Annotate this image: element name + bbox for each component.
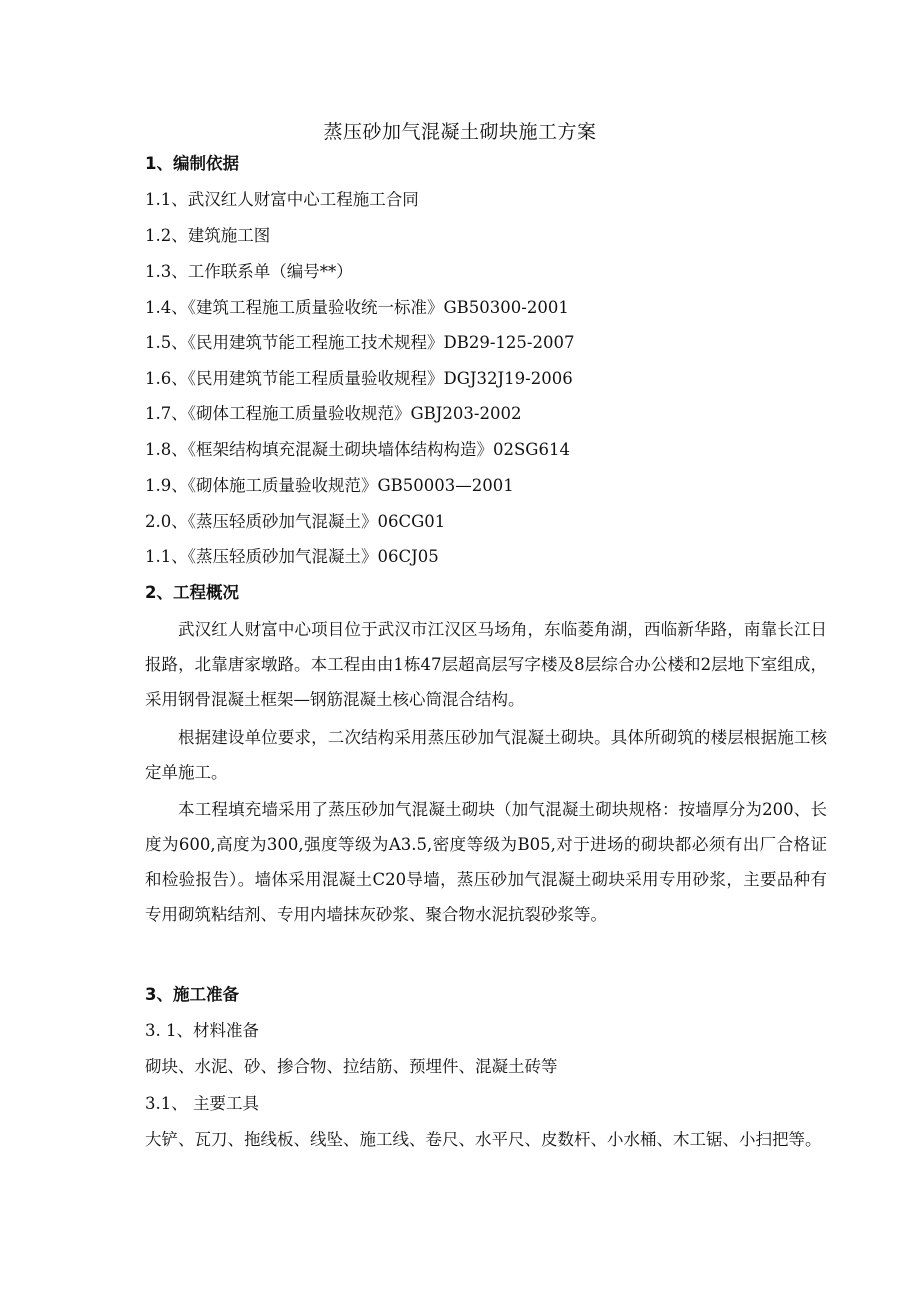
- basis-item: 1.2、建筑施工图: [145, 226, 271, 245]
- overview-paragraph: 武汉红人财富中心项目位于武汉市江汉区马场角，东临菱角湖，西临新华路，南靠长江日报路，北靠唐家墩路。本工程由由1栋47层超高层写字楼及8层综合办公楼和2层地下室组成，采用钢骨混凝土框架—钢筋混凝土核心筒混合结构。: [145, 620, 827, 709]
- overview-paragraph: 本工程填充墙采用了蒸压砂加气混凝土砌块（加气混凝土砌块规格：按墙厚分为200、长度为600,高度为300,强度等级为A3.5,密度等级为B05,对于进场的砌块都必须有出厂合格证和检验报告）。墙体采用混凝土C20导墙，蒸压砂加气混凝土砌块采用专用砂浆，主要品种有专用砌筑粘结剂、专用内墙抹灰砂浆、聚合物水泥抗裂砂浆等。: [145, 800, 827, 924]
- section-2-heading: 2、工程概况: [145, 583, 239, 602]
- materials-heading: 3. 1、材料准备: [145, 1021, 259, 1040]
- basis-item: 1.8、《框架结构填充混凝土砌块墙体结构构造》02SG614: [145, 440, 570, 459]
- section-3-heading: 3、施工准备: [145, 985, 239, 1004]
- basis-item: 1.1、武汉红人财富中心工程施工合同: [145, 190, 419, 209]
- section-1-heading: 1、编制依据: [145, 154, 239, 173]
- tools-heading: 3.1、 主要工具: [145, 1094, 259, 1113]
- materials-text: 砌块、水泥、砂、掺合物、拉结筋、预埋件、混凝土砖等: [145, 1057, 558, 1076]
- basis-item: 2.0、《蒸压轻质砂加气混凝土》06CG01: [145, 512, 446, 531]
- basis-item: 1.6、《民用建筑节能工程质量验收规程》DGJ32J19-2006: [145, 369, 573, 388]
- basis-item: 1.3、工作联系单（编号**）: [145, 262, 353, 281]
- basis-item: 1.4、《建筑工程施工质量验收统一标准》GB50300-2001: [145, 298, 569, 317]
- basis-item: 1.5、《民用建筑节能工程施工技术规程》DB29-125-2007: [145, 333, 575, 352]
- basis-item: 1.7、《砌体工程施工质量验收规范》GBJ203-2002: [145, 404, 522, 423]
- overview-paragraph: 根据建设单位要求，二次结构采用蒸压砂加气混凝土砌块。具体所砌筑的楼层根据施工核定单施工。: [145, 728, 827, 782]
- tools-text: 大铲、瓦刀、拖线板、线坠、施工线、卷尺、水平尺、皮数杆、小水桶、木工锯、小扫把等。: [145, 1130, 822, 1149]
- basis-item: 1.1、《蒸压轻质砂加气混凝土》06CJ05: [145, 547, 439, 566]
- document-title: 蒸压砂加气混凝土砌块施工方案: [323, 121, 597, 143]
- basis-item: 1.9、《砌体施工质量验收规范》GB50003—2001: [145, 476, 514, 495]
